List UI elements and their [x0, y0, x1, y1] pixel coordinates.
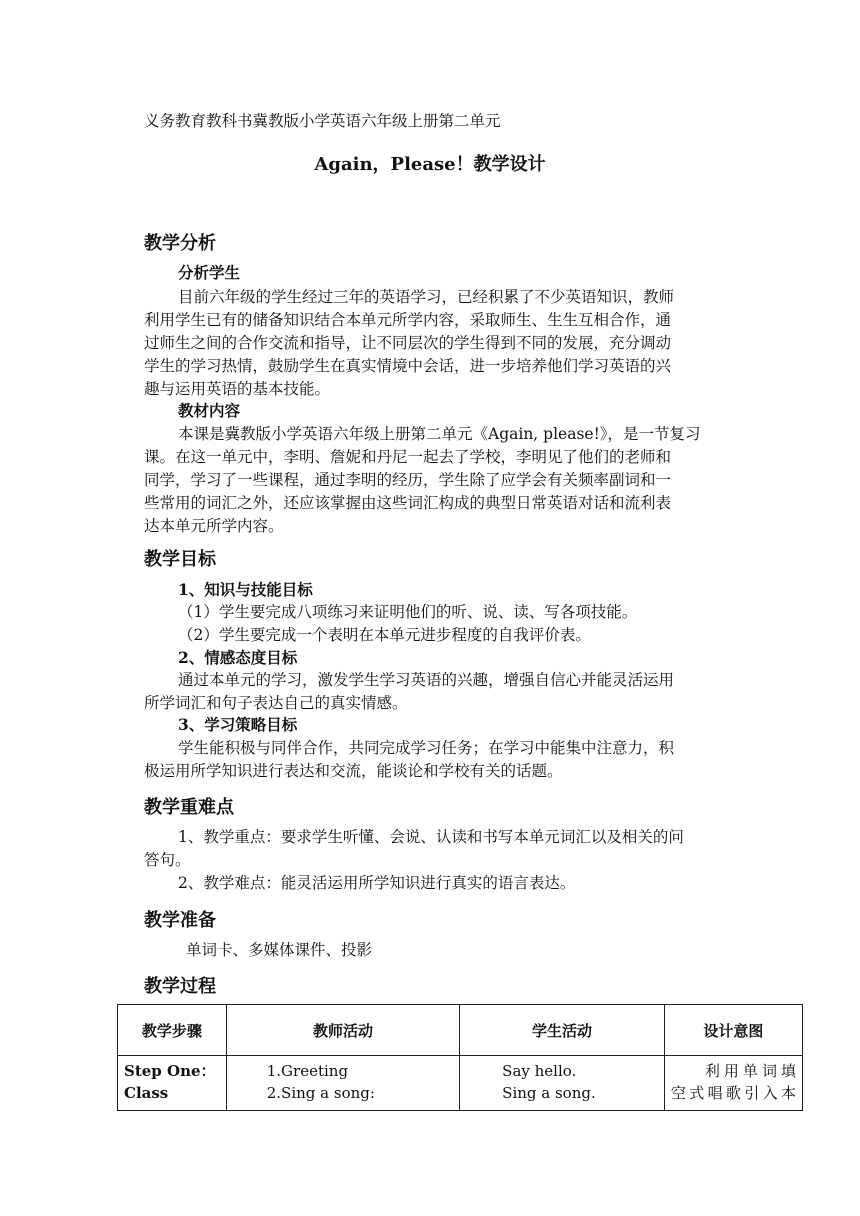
document-title: Again，Please！教学设计: [314, 154, 546, 175]
document-header: 义务教育教科书冀教版小学英语六年级上册第二单元: [144, 112, 501, 130]
section-heading-analysis: 教学分析: [144, 233, 216, 254]
section-heading-key-points: 教学重难点: [144, 797, 234, 818]
column-header: 教学步骤: [118, 1005, 227, 1056]
section-heading-goals: 教学目标: [144, 549, 216, 570]
cell-line: 2.Sing a song:: [266, 1084, 375, 1102]
student-activity-cell: [460, 1056, 665, 1111]
table-row: [118, 1056, 803, 1111]
cell-line: 利用单词填: [704, 1062, 796, 1080]
section-heading-prep: 教学准备: [144, 910, 216, 931]
prep-text: 单词卡、多媒体课件、投影: [186, 941, 373, 959]
paragraph-line: 同学，学习了一些课程，通过李明的经历，学生除了应学会有关频率副词和一: [144, 471, 672, 489]
paragraph-line: 过师生之间的合作交流和指导，让不同层次的学生得到不同的发展，充分调动: [144, 334, 672, 352]
process-table: [117, 1004, 803, 1111]
column-header: 设计意图: [664, 1005, 802, 1056]
paragraph-line: 些常用的词汇之外，还应该掌握由这些词汇构成的典型日常英语对话和流利表: [144, 494, 672, 512]
subheading-goal-1: 1、知识与技能目标: [178, 580, 313, 599]
subheading-goal-3: 3、学习策略目标: [178, 715, 298, 734]
subheading-students: 分析学生: [178, 263, 241, 282]
paragraph-line: 课。在这一单元中，李明、詹妮和丹尼一起去了学校，李明见了他们的老师和: [144, 448, 672, 466]
paragraph-line: 趣与运用英语的基本技能。: [144, 380, 331, 398]
paragraph-line: 利用学生已有的储备知识结合本单元所学内容，采取师生、生生互相合作，通: [144, 311, 672, 329]
paragraph-line: 所学词汇和句子表达自己的真实情感。: [144, 694, 408, 712]
paragraph-line: 达本单元所学内容。: [144, 517, 284, 535]
column-header: 学生活动: [460, 1005, 665, 1056]
paragraph-line: 答句。: [144, 851, 191, 869]
subheading-goal-2: 2、情感态度目标: [178, 648, 298, 667]
paragraph-line: 学生的学习热情，鼓励学生在真实情境中会话，进一步培养他们学习英语的兴: [144, 357, 672, 375]
goal-item: （2）学生要完成一个表明在本单元进步程度的自我评价表。: [178, 626, 591, 644]
cell-line: Say hello.: [502, 1062, 577, 1080]
paragraph-line: 本课是冀教版小学英语六年级上册第二单元《Again, please!》，是一节复习: [178, 425, 701, 443]
teacher-activity-cell: [226, 1056, 459, 1111]
column-header: 教师活动: [226, 1005, 459, 1056]
table-header-row: [118, 1005, 803, 1056]
paragraph-line: 目前六年级的学生经过三年的英语学习，已经积累了不少英语知识，教师: [178, 288, 675, 306]
cell-line: 空式唱歌引入本: [670, 1084, 796, 1102]
section-heading-process: 教学过程: [144, 976, 216, 997]
cell-line: Sing a song.: [502, 1084, 596, 1102]
design-intent-cell: [664, 1056, 802, 1111]
subheading-material: 教材内容: [178, 401, 241, 420]
cell-line: Class: [124, 1084, 169, 1102]
paragraph-line: 学生能积极与同伴合作，共同完成学习任务；在学习中能集中注意力，积: [178, 739, 675, 757]
paragraph-line: 极运用所学知识进行表达和交流，能谈论和学校有关的话题。: [144, 762, 563, 780]
paragraph-line: 1、教学重点：要求学生听懂、会说、认读和书写本单元词汇以及相关的问: [178, 828, 684, 846]
goal-item: （1）学生要完成八项练习来证明他们的听、说、读、写各项技能。: [178, 603, 638, 621]
step-cell: [118, 1056, 227, 1111]
cell-line: 1.Greeting: [266, 1062, 349, 1080]
paragraph-line: 通过本单元的学习，激发学生学习英语的兴趣，增强自信心并能灵活运用: [178, 671, 675, 689]
paragraph-line: 2、教学难点：能灵活运用所学知识进行真实的语言表达。: [178, 874, 576, 892]
cell-line: Step One：: [124, 1062, 216, 1080]
